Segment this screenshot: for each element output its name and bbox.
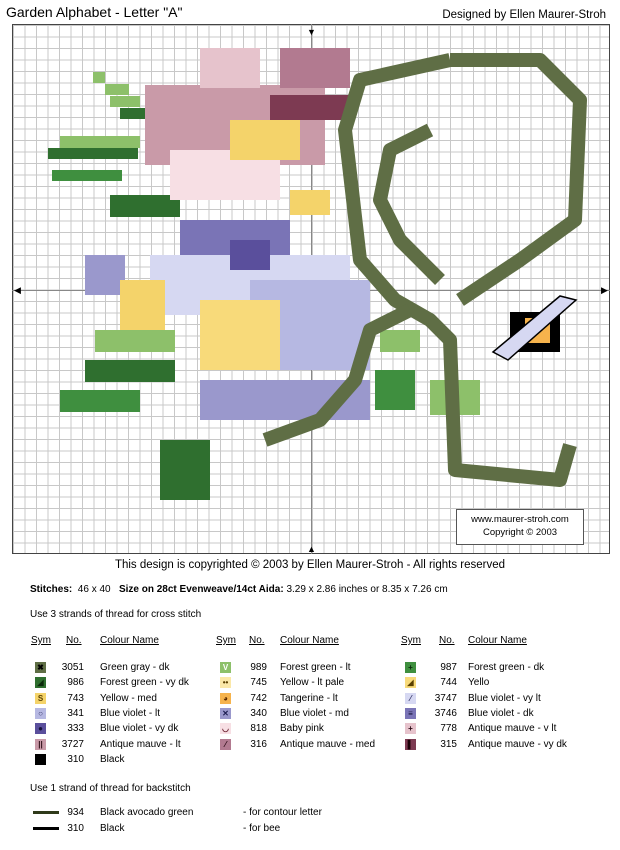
- backstitch-instruction: Use 1 strand of thread for backstitch: [30, 783, 191, 794]
- dmc-number: 818: [250, 723, 267, 735]
- box-copyright: Copyright © 2003: [482, 527, 558, 538]
- symbol-swatch: +: [405, 723, 416, 734]
- color-row: [0, 737, 620, 752]
- colour-name: Yello: [468, 677, 490, 689]
- header-no: No.: [66, 635, 82, 646]
- header-colour-name: Colour Name: [468, 635, 527, 646]
- header-colour-name: Colour Name: [100, 635, 159, 646]
- symbol-swatch: V: [220, 662, 231, 673]
- dmc-number: 3727: [61, 738, 84, 750]
- dmc-number: 333: [67, 723, 84, 735]
- dmc-number: 315: [440, 738, 457, 750]
- symbol-swatch: ▌: [405, 739, 416, 750]
- color-row: [0, 691, 620, 706]
- backstitch-use: - for bee: [243, 823, 281, 834]
- bee: [493, 296, 576, 360]
- symbol-swatch: ◡: [220, 723, 231, 734]
- color-row: [0, 706, 620, 721]
- stitch-info: [30, 584, 448, 595]
- symbol-swatch: ◢: [35, 677, 46, 688]
- colour-name: Yellow - lt pale: [280, 677, 345, 689]
- dmc-number: 986: [67, 677, 84, 689]
- dmc-number: 742: [250, 692, 267, 704]
- backstitch-row: [0, 805, 620, 820]
- colour-name: Blue violet - lt: [100, 707, 161, 719]
- header-sym: Sym: [31, 635, 51, 646]
- dmc-number: 934: [67, 807, 84, 818]
- chart-title: Garden Alphabet - Letter "A": [6, 4, 183, 20]
- symbol-swatch: S: [35, 693, 46, 704]
- stitches-label: Stitches:: [30, 584, 73, 595]
- backstitch-use: - for contour letter: [243, 807, 322, 818]
- header-sym: Sym: [216, 635, 236, 646]
- colour-name: Baby pink: [280, 723, 324, 735]
- center-arrow-left-icon: ◀: [14, 285, 21, 295]
- color-row: [0, 675, 620, 690]
- symbol-swatch: ●: [35, 723, 46, 734]
- colour-name: Green gray - dk: [100, 662, 170, 673]
- dmc-number: 989: [250, 662, 267, 673]
- header-no: No.: [439, 635, 455, 646]
- symbol-swatch: ||: [35, 739, 46, 750]
- dmc-number: 3747: [434, 692, 457, 704]
- color-row: [0, 752, 620, 767]
- colour-name: Forest green - dk: [468, 662, 545, 673]
- colour-name: Black avocado green: [100, 807, 194, 818]
- copyright-notice: This design is copyrighted © 2003 by Ellen Maurer-Stroh - All rights reserved: [114, 559, 506, 571]
- header-sym: Sym: [401, 635, 421, 646]
- symbol-swatch: ≡: [405, 708, 416, 719]
- colour-name: Antique mauve - lt: [100, 738, 181, 750]
- dmc-number: 744: [440, 677, 457, 689]
- header-colour-name: Colour Name: [280, 635, 339, 646]
- stitches-value: 46 x 40: [77, 584, 111, 595]
- colour-name: Blue violet - md: [280, 707, 349, 719]
- designer-credit: Designed by Ellen Maurer-Stroh: [442, 9, 606, 21]
- colour-name: Yellow - med: [100, 692, 157, 704]
- color-row: [0, 721, 620, 736]
- header-no: No.: [249, 635, 265, 646]
- colour-name: Antique mauve - med: [280, 738, 376, 750]
- dmc-number: 3051: [61, 662, 84, 673]
- symbol-swatch: ⁄: [405, 693, 416, 704]
- colour-name: Antique mauve - v lt: [468, 723, 557, 735]
- colour-name: Forest green - lt: [280, 662, 351, 673]
- colour-name: Forest green - vy dk: [100, 677, 189, 689]
- dmc-number: 316: [250, 738, 267, 750]
- center-arrow-top-icon: ▼: [307, 27, 316, 37]
- dmc-number: 340: [250, 707, 267, 719]
- rose-blossom: [145, 48, 350, 215]
- colour-name: Black: [100, 823, 125, 834]
- colour-name: Tangerine - lt: [280, 692, 338, 704]
- dmc-number: 987: [440, 662, 457, 673]
- dmc-number: 778: [440, 723, 457, 735]
- symbol-swatch: ⁄: [220, 739, 231, 750]
- center-arrow-right-icon: ▶: [601, 285, 608, 295]
- cross-stitch-instruction: Use 3 strands of thread for cross stitch: [30, 609, 202, 620]
- colour-name: Black: [100, 753, 125, 765]
- dmc-number: 310: [67, 753, 84, 765]
- symbol-swatch: ◕: [220, 693, 231, 704]
- size-value: 3.29 x 2.86 inches or 8.35 x 7.26 cm: [286, 584, 448, 595]
- symbol-swatch: +: [405, 662, 416, 673]
- website-url: www.maurer-stroh.com: [471, 514, 569, 525]
- size-label: Size on 28ct Evenweave/14ct Aida:: [118, 584, 284, 595]
- colour-name: Blue violet - dk: [468, 707, 534, 719]
- dmc-number: 3746: [434, 707, 457, 719]
- dmc-number: 310: [67, 823, 84, 834]
- symbol-swatch: ○: [35, 708, 46, 719]
- colour-name: Blue violet - vy dk: [100, 723, 179, 735]
- dmc-number: 743: [67, 692, 84, 704]
- dmc-number: 341: [67, 707, 84, 719]
- symbol-swatch: ••: [220, 677, 231, 688]
- chart-copyright-box: [456, 509, 584, 545]
- backstitch-row: [0, 821, 620, 836]
- symbol-swatch: ✕: [220, 708, 231, 719]
- dmc-number: 745: [250, 677, 267, 689]
- color-row: [0, 660, 620, 675]
- symbol-swatch: ◢: [405, 677, 416, 688]
- colour-name: Blue violet - vy lt: [468, 692, 541, 704]
- symbol-swatch: [35, 754, 46, 765]
- colour-name: Antique mauve - vy dk: [468, 738, 567, 750]
- center-arrow-bottom-icon: ▲: [307, 544, 316, 554]
- symbol-swatch: ✖: [35, 662, 46, 673]
